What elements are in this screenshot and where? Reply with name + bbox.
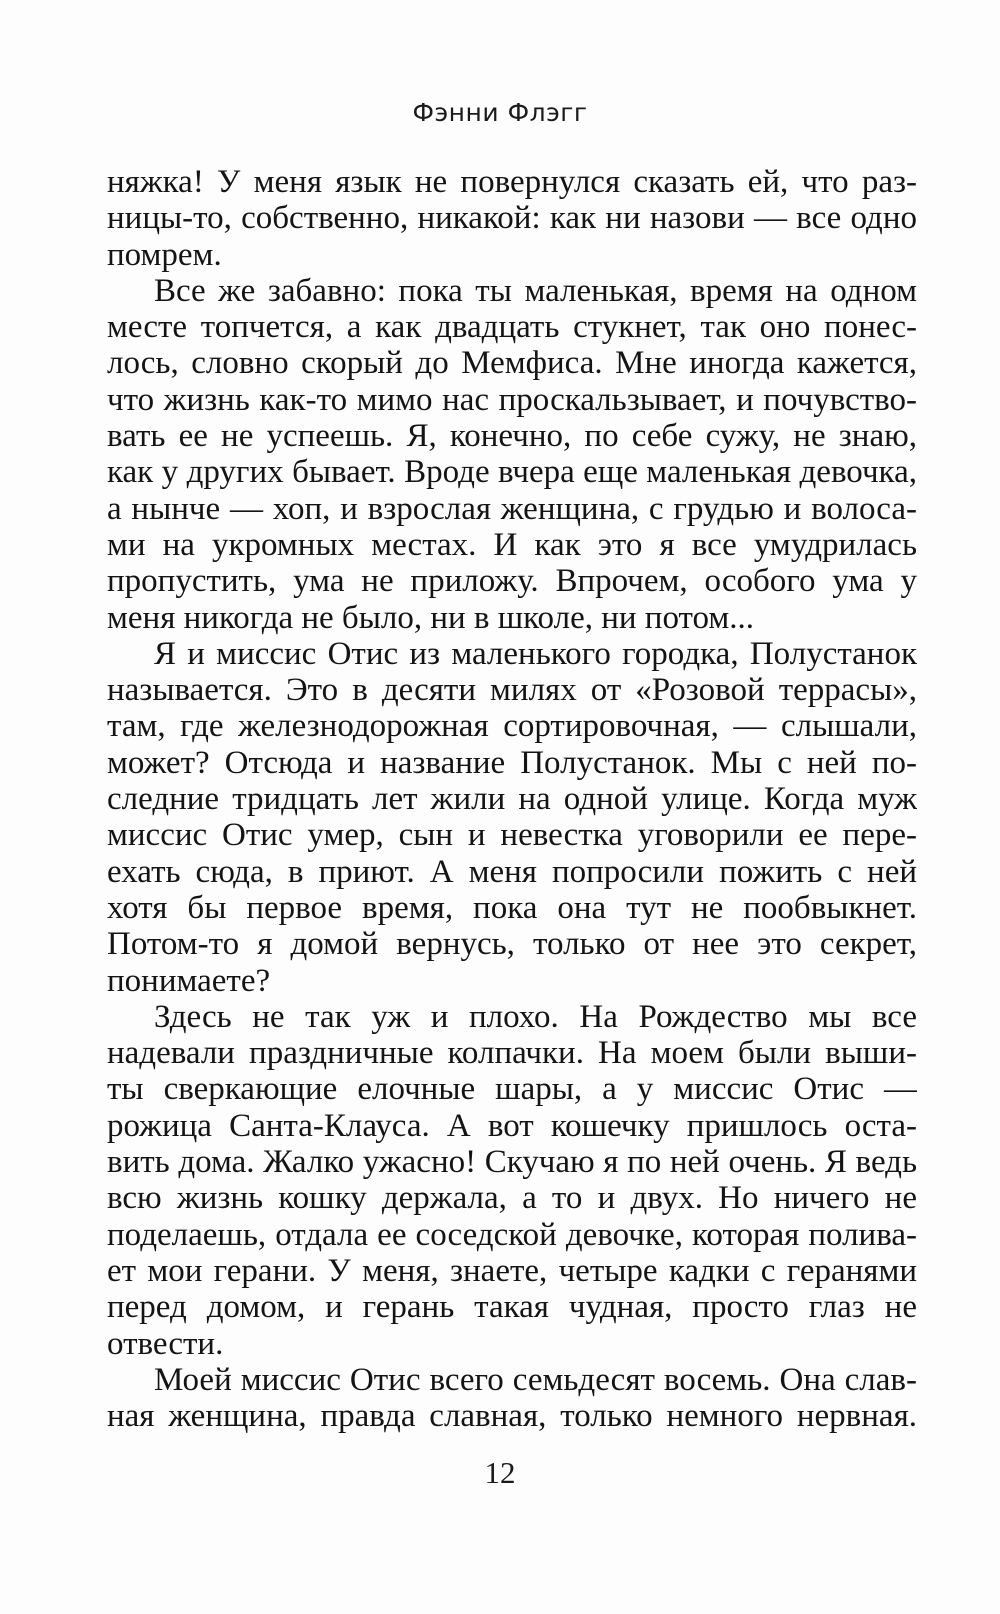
text-line: Моей миссис Отис всего семьдесят восемь. Она слав- — [154, 1361, 917, 1398]
text-line: лось, словно скорый до Мемфиса. Мне иногда кажется, — [107, 345, 917, 382]
running-head: Фэнни Флэгг — [412, 98, 588, 127]
text-line: помрем. — [107, 236, 222, 273]
text-line: месте топчется, а как двадцать стукнет, так оно понес- — [107, 309, 917, 346]
text-line: вить дома. Жалко ужасно! Скучаю я по ней очень. Я ведь — [107, 1144, 917, 1181]
text-line: рожица Санта-Клауса. А вот кошечку пришлось оста- — [107, 1107, 917, 1144]
text-line: няжка! У меня язык не повернулся сказать ей, что раз- — [107, 164, 917, 200]
text-line: Я и миссис Отис из маленького городка, Полустанок — [154, 635, 917, 672]
text-line: ницы-то, собственно, никакой: как ни назови — все одно — [107, 200, 917, 237]
text-line: хотя бы первое время, пока она тут не пообвыкнет. — [107, 889, 917, 926]
text-line: что жизнь как-то мимо нас проскальзывает, и почувство- — [107, 381, 917, 418]
text-line: пропустить, ума не приложу. Впрочем, особого ума у — [107, 563, 917, 600]
text-line: там, где железнодорожная сортировочная, — слышали, — [107, 708, 917, 745]
text-line: называется. Это в десяти милях от «Розовой террасы», — [107, 672, 917, 709]
body-text — [107, 164, 917, 1434]
text-line: ная женщина, правда славная, только немного нервная. — [107, 1398, 917, 1435]
text-line: ет мои герани. У меня, знаете, четыре кадки с геранями — [107, 1252, 917, 1289]
text-line: поделаешь, отдала ее соседской девочке, которая полива- — [107, 1216, 917, 1253]
text-line: Здесь не так уж и плохо. На Рождество мы все — [154, 998, 917, 1035]
text-line: миссис Отис умер, сын и невестка уговорили ее пере- — [107, 817, 917, 854]
text-line: как у других бывает. Вроде вчера еще маленькая девочка, — [107, 454, 917, 491]
text-line: следние тридцать лет жили на одной улице. Когда муж — [107, 781, 917, 818]
page-number: 12 — [484, 1455, 516, 1490]
text-line: надевали праздничные колпачки. На моем были выши- — [107, 1035, 917, 1072]
text-line: перед домом, и герань такая чудная, просто глаз не — [107, 1289, 917, 1326]
text-line: вать ее не успеешь. Я, конечно, по себе сужу, не знаю, — [107, 418, 917, 455]
text-line: Потом-то я домой вернусь, только от нее это секрет, — [107, 926, 917, 963]
text-line: ехать сюда, в приют. А меня попросили пожить с ней — [107, 853, 917, 890]
text-line: понимаете? — [107, 962, 271, 999]
text-line: ты сверкающие елочные шары, а у миссис Отис — — [107, 1071, 917, 1108]
text-line: всю жизнь кошку держала, а то и двух. Но ничего не — [107, 1180, 917, 1217]
text-line: отвести. — [107, 1325, 224, 1362]
text-line: ми на укромных местах. И как это я все умудрилась — [107, 526, 917, 563]
text-line: может? Отсюда и название Полустанок. Мы с ней по- — [107, 744, 917, 781]
text-line: Все же забавно: пока ты маленькая, время на одном — [154, 272, 917, 309]
text-line: а нынче — хоп, и взрослая женщина, с грудью и волоса- — [107, 490, 917, 527]
text-line: меня никогда не было, ни в школе, ни потом... — [107, 599, 754, 636]
